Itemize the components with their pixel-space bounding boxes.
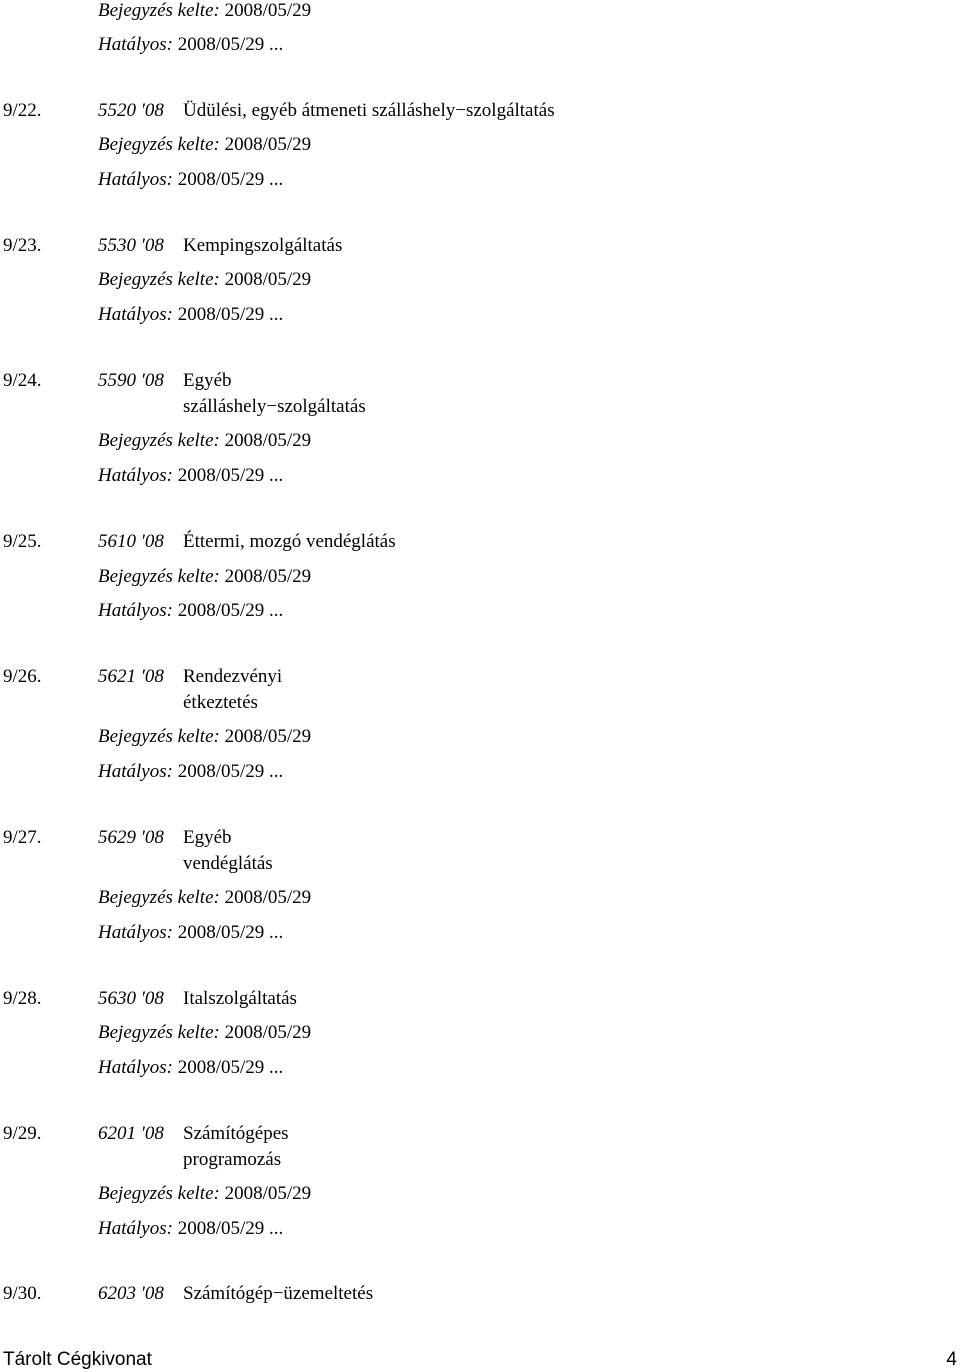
entry-number: 9/23. [3,235,42,256]
entry-number: 9/29. [3,1123,42,1144]
footer-title: Tárolt Cégkivonat [3,1349,152,1370]
effective-label: Hatályos: [98,465,173,486]
entry-code: 5530 '08 [98,235,164,256]
effective-label: Hatályos: [98,922,173,943]
effective-label: Hatályos: [98,34,173,55]
entry-number: 9/28. [3,988,42,1009]
entry-number: 9/22. [3,100,42,121]
registered-label: Bejegyzés kelte: [98,566,220,587]
entry-activity-line2: szálláshely−szolgáltatás [183,396,366,417]
entry-code: 5610 '08 [98,531,164,552]
entry-activity: Egyéb [183,370,232,391]
effective-value: 2008/05/29 ... [177,600,284,621]
entry-activity: Számítógép−üzemeltetés [183,1283,374,1304]
registered-label: Bejegyzés kelte: [98,1022,220,1043]
registered-date: 2008/05/29 [224,887,312,908]
entry-code: 5629 '08 [98,827,164,848]
registered-date: 2008/05/29 [224,134,312,155]
effective-value: 2008/05/29 ... [177,1057,284,1078]
entry-number: 9/25. [3,531,42,552]
registered-date: 2008/05/29 [224,269,312,290]
page-number: 4 [946,1349,957,1370]
effective-label: Hatályos: [98,1218,173,1239]
entry-code: 5621 '08 [98,666,164,687]
entry-code: 5520 '08 [98,100,164,121]
registered-label: Bejegyzés kelte: [98,887,220,908]
entry-activity: Rendezvényi [183,666,283,687]
effective-label: Hatályos: [98,169,173,190]
effective-value: 2008/05/29 ... [177,169,284,190]
registered-label: Bejegyzés kelte: [98,269,220,290]
effective-value: 2008/05/29 ... [177,304,284,325]
entry-number: 9/27. [3,827,42,848]
effective-value: 2008/05/29 ... [177,465,284,486]
registered-date: 2008/05/29 [224,0,312,21]
entry-code: 5630 '08 [98,988,164,1009]
entry-activity-line2: étkeztetés [183,692,258,713]
entry-code: 5590 '08 [98,370,164,391]
effective-value: 2008/05/29 ... [177,922,284,943]
effective-label: Hatályos: [98,761,173,782]
registered-date: 2008/05/29 [224,726,312,747]
entry-number: 9/26. [3,666,42,687]
registered-date: 2008/05/29 [224,566,312,587]
entry-code: 6201 '08 [98,1123,164,1144]
entry-activity: Számítógépes [183,1123,289,1144]
effective-label: Hatályos: [98,600,173,621]
entry-activity: Üdülési, egyéb átmeneti szálláshely−szolgáltatás [183,100,555,121]
entry-activity: Éttermi, mozgó vendéglátás [183,531,396,552]
effective-value: 2008/05/29 ... [177,34,284,55]
registered-label: Bejegyzés kelte: [98,134,220,155]
effective-value: 2008/05/29 ... [177,761,284,782]
registered-label: Bejegyzés kelte: [98,726,220,747]
registered-date: 2008/05/29 [224,430,312,451]
entry-activity-line2: vendéglátás [183,853,273,874]
registered-date: 2008/05/29 [224,1022,312,1043]
effective-label: Hatályos: [98,304,173,325]
registered-date: 2008/05/29 [224,1183,312,1204]
registered-label: Bejegyzés kelte: [98,1183,220,1204]
registered-label: Bejegyzés kelte: [98,430,220,451]
registered-label: Bejegyzés kelte: [98,0,220,21]
entry-activity: Egyéb [183,827,232,848]
entry-code: 6203 '08 [98,1283,164,1304]
entry-number: 9/30. [3,1283,42,1304]
entry-activity-line2: programozás [183,1149,282,1170]
effective-value: 2008/05/29 ... [177,1218,284,1239]
effective-label: Hatályos: [98,1057,173,1078]
entry-activity: Kempingszolgáltatás [183,235,343,256]
entry-activity: Italszolgáltatás [183,988,297,1009]
entry-number: 9/24. [3,370,42,391]
